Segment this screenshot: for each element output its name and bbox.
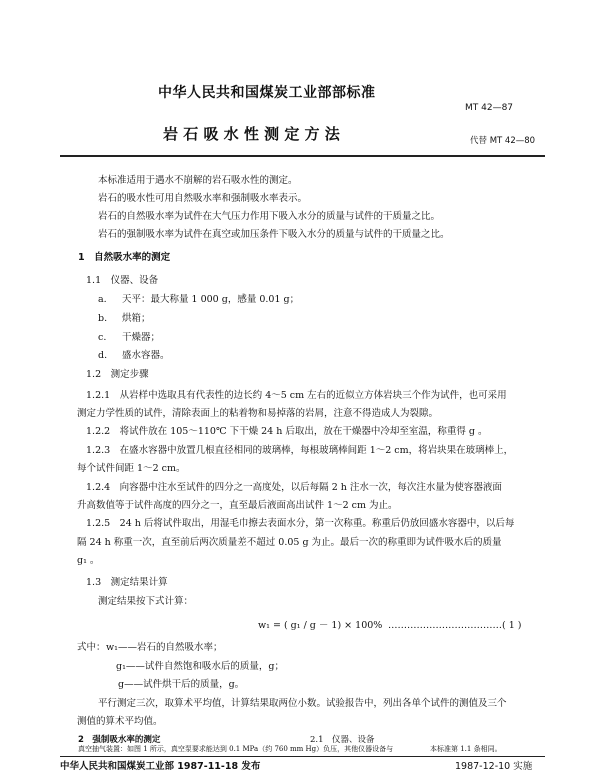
org-standard-title: 中华人民共和国煤炭工业部部标准 xyxy=(158,85,376,101)
item-c-text: 干燥器； xyxy=(122,332,161,343)
clause-1-2-3-line-1: 1.2.3 在盛水容器中放置几根直径相同的玻璃棒，每根玻璃棒间距 1～2 cm，将岩块果在玻璃棒上， xyxy=(86,445,514,456)
item-c-mark: c. xyxy=(98,332,107,343)
section-1-3-heading: 1.3 测定结果计算 xyxy=(86,577,168,588)
item-d-text: 盛水容器。 xyxy=(122,350,170,361)
document-title: 岩 石 吸 水 性 测 定 方 法 xyxy=(163,125,340,143)
item-a-text: 天平：最大称量 1 000 g，感量 0.01 g； xyxy=(122,294,300,305)
formula-number: ………………………………( 1 ) xyxy=(388,620,522,631)
intro-line-1: 本标准适用于遇水不崩解的岩石吸水性的测定。 xyxy=(98,175,298,186)
clause-1-2-4-line-2: 升高数值等于试件高度的四分之一，直至最后液面高出试件 1～2 cm 为止。 xyxy=(77,500,398,511)
clause-2-1-line-1: 真空抽气装置：如图 1 所示，真空泵要求能达到 0.1 MPa（约 760 mm Hg）负压，其他仪器设备与 xyxy=(78,745,394,753)
section-1-1-heading: 1.1 仪器、设备 xyxy=(86,275,159,286)
intro-line-3: 岩石的自然吸水率为试件在大气压力作用下吸入水分的质量与试件的干质量之比。 xyxy=(98,211,441,222)
where-g: g——试件烘干后的质量，g。 xyxy=(118,679,245,690)
section-2-heading: 2 强制吸水率的测定 xyxy=(78,735,161,745)
item-b-text: 烘箱； xyxy=(122,313,151,324)
item-d-mark: d. xyxy=(98,350,108,361)
publisher-line: 中华人民共和国煤炭工业部 1987-11-18 发布 xyxy=(60,761,261,772)
clause-1-2-3-line-2: 每个试件间距 1～2 cm。 xyxy=(77,463,186,474)
section-2-1-heading: 2.1 仪器、设备 xyxy=(310,735,375,745)
calc-intro-text: 测定结果按下式计算： xyxy=(98,596,194,607)
clause-1-2-4-line-1: 1.2.4 向容器中注水至试件的四分之一高度处，以后每隔 2 h 注水一次，每次注水量为使容器液面 xyxy=(86,482,502,493)
where-w1: w₁——岩石的自然吸水率； xyxy=(106,642,223,653)
clause-1-2-2: 1.2.2 将试件放在 105～110℃ 下干燥 24 h 后取出，放在干燥器中冷却至室温，称重得 g 。 xyxy=(86,426,488,437)
intro-line-4: 岩石的强制吸水率为试件在真空或加压条件下吸入水分的质量与试件的干质量之比。 xyxy=(98,229,450,240)
footer-rule xyxy=(60,756,545,757)
item-a-mark: a. xyxy=(98,294,107,305)
clause-1-2-5-line-3: g₁ 。 xyxy=(77,555,100,566)
section-1-2-heading: 1.2 测定步骤 xyxy=(86,369,149,380)
item-b-mark: b. xyxy=(98,313,108,324)
clause-1-2-5-line-1: 1.2.5 24 h 后将试件取出，用湿毛巾擦去表面水分，第一次称重。称重后仍放回盛水容器中，以后每 xyxy=(86,518,515,529)
clause-1-2-5-line-2: 隔 24 h 称重一次，直至前后两次质量差不超过 0.05 g 为止。最后一次的称重即为试件吸水后的质量 xyxy=(77,537,502,548)
clause-1-2-1-line-2: 测定力学性质的试件，清除表面上的粘着物和易掉落的岩屑，注意不得造成人为裂隙。 xyxy=(77,408,439,419)
clause-2-1-line-2: 本标准第 1.1 条相同。 xyxy=(430,745,502,753)
replaces-code: 代替 MT 42—80 xyxy=(470,136,536,146)
result-text-line-1: 平行测定三次，取算术平均值，计算结果取两位小数。试验报告中，列出各单个试件的测值及三个 xyxy=(98,698,507,709)
where-g1: g₁——试件自然饱和吸水后的质量，g； xyxy=(116,661,284,672)
intro-line-2: 岩石的吸水性可用自然吸水率和强制吸水率表示。 xyxy=(98,193,308,204)
formula: w₁ = ( g₁ / g － 1) × 100% xyxy=(258,620,383,631)
section-1-heading: 1 自然吸水率的测定 xyxy=(78,252,171,263)
effective-date: 1987-12-10 实施 xyxy=(455,761,533,772)
clause-1-2-1-line-1: 1.2.1 从岩样中选取具有代表性的边长约 4～5 cm 左右的近似立方体岩块三个作为试件，也可采用 xyxy=(86,390,507,401)
where-lead: 式中： xyxy=(77,642,106,653)
result-text-line-2: 测值的算术平均值。 xyxy=(77,716,163,727)
header-rule xyxy=(60,155,545,157)
standard-code: MT 42—87 xyxy=(465,103,514,113)
